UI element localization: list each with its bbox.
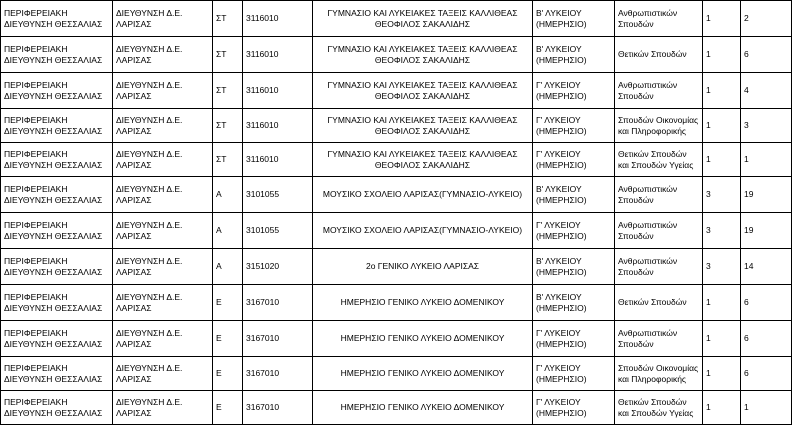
school-cell: ΗΜΕΡΗΣΙΟ ΓΕΝΙΚΟ ΛΥΚΕΙΟ ΔΟΜΕΝΙΚΟΥ [313, 285, 533, 321]
sections-cell: 3 [703, 177, 741, 213]
table-row [1, 249, 792, 285]
region-cell: ΠΕΡΙΦΕΡΕΙΑΚΗ ΔΙΕΥΘΥΝΣΗ ΘΕΣΣΑΛΙΑΣ [1, 143, 113, 177]
students-cell: 19 [741, 177, 792, 213]
class-cell: Β' ΛΥΚΕΙΟΥ (ΗΜΕΡΗΣΙΟ) [533, 177, 615, 213]
directorate-cell: ΔΙΕΥΘΥΝΣΗ Δ.Ε. ΛΑΡΙΣΑΣ [113, 213, 213, 249]
class-cell: Γ' ΛΥΚΕΙΟΥ (ΗΜΕΡΗΣΙΟ) [533, 357, 615, 391]
directorate-cell: ΔΙΕΥΘΥΝΣΗ Δ.Ε. ΛΑΡΙΣΑΣ [113, 1, 213, 37]
directorate-cell: ΔΙΕΥΘΥΝΣΗ Δ.Ε. ΛΑΡΙΣΑΣ [113, 37, 213, 73]
class-cell: Γ' ΛΥΚΕΙΟΥ (ΗΜΕΡΗΣΙΟ) [533, 109, 615, 143]
students-cell: 1 [741, 143, 792, 177]
table-row [1, 285, 792, 321]
area-cell: ΣΤ [213, 37, 243, 73]
area-cell: Α [213, 213, 243, 249]
sections-cell: 1 [703, 321, 741, 357]
school-cell: ΜΟΥΣΙΚΟ ΣΧΟΛΕΙΟ ΛΑΡΙΣΑΣ(ΓΥΜΝΑΣΙΟ-ΛΥΚΕΙΟ) [313, 213, 533, 249]
table-row [1, 37, 792, 73]
class-cell: Β' ΛΥΚΕΙΟΥ (ΗΜΕΡΗΣΙΟ) [533, 37, 615, 73]
directorate-cell: ΔΙΕΥΘΥΝΣΗ Δ.Ε. ΛΑΡΙΣΑΣ [113, 321, 213, 357]
directorate-cell: ΔΙΕΥΘΥΝΣΗ Δ.Ε. ΛΑΡΙΣΑΣ [113, 109, 213, 143]
sections-cell: 1 [703, 143, 741, 177]
code-cell: 3116010 [243, 37, 313, 73]
area-cell: Ε [213, 321, 243, 357]
direction-cell: Σπουδών Οικονομίας και Πληροφορικής [615, 357, 703, 391]
sections-cell: 1 [703, 357, 741, 391]
students-cell: 1 [741, 391, 792, 425]
directorate-cell: ΔΙΕΥΘΥΝΣΗ Δ.Ε. ΛΑΡΙΣΑΣ [113, 285, 213, 321]
area-cell: ΣΤ [213, 1, 243, 37]
sections-cell: 3 [703, 249, 741, 285]
direction-cell: Θετικών Σπουδών [615, 285, 703, 321]
region-cell: ΠΕΡΙΦΕΡΕΙΑΚΗ ΔΙΕΥΘΥΝΣΗ ΘΕΣΣΑΛΙΑΣ [1, 285, 113, 321]
direction-cell: Ανθρωπιστικών Σπουδών [615, 1, 703, 37]
area-cell: ΣΤ [213, 73, 243, 109]
code-cell: 3101055 [243, 213, 313, 249]
school-cell: ΓΥΜΝΑΣΙΟ ΚΑΙ ΛΥΚΕΙΑΚΕΣ ΤΑΞΕΙΣ ΚΑΛΛΙΘΕΑΣ ΘΕΟΦΙΛΟΣ ΣΑΚΑΛΙΔΗΣ [313, 1, 533, 37]
direction-cell: Θετικών Σπουδών [615, 37, 703, 73]
direction-cell: Ανθρωπιστικών Σπουδών [615, 177, 703, 213]
students-cell: 14 [741, 249, 792, 285]
region-cell: ΠΕΡΙΦΕΡΕΙΑΚΗ ΔΙΕΥΘΥΝΣΗ ΘΕΣΣΑΛΙΑΣ [1, 109, 113, 143]
region-cell: ΠΕΡΙΦΕΡΕΙΑΚΗ ΔΙΕΥΘΥΝΣΗ ΘΕΣΣΑΛΙΑΣ [1, 321, 113, 357]
sections-cell: 3 [703, 213, 741, 249]
school-cell: 2ο ΓΕΝΙΚΟ ΛΥΚΕΙΟ ΛΑΡΙΣΑΣ [313, 249, 533, 285]
code-cell: 3116010 [243, 109, 313, 143]
class-cell: Β' ΛΥΚΕΙΟΥ (ΗΜΕΡΗΣΙΟ) [533, 249, 615, 285]
students-cell: 6 [741, 321, 792, 357]
table-row [1, 357, 792, 391]
region-cell: ΠΕΡΙΦΕΡΕΙΑΚΗ ΔΙΕΥΘΥΝΣΗ ΘΕΣΣΑΛΙΑΣ [1, 357, 113, 391]
direction-cell: Σπουδών Οικονομίας και Πληροφορικής [615, 109, 703, 143]
direction-cell: Ανθρωπιστικών Σπουδών [615, 321, 703, 357]
direction-cell: Θετικών Σπουδών και Σπουδών Υγείας [615, 143, 703, 177]
code-cell: 3167010 [243, 391, 313, 425]
school-cell: ΓΥΜΝΑΣΙΟ ΚΑΙ ΛΥΚΕΙΑΚΕΣ ΤΑΞΕΙΣ ΚΑΛΛΙΘΕΑΣ ΘΕΟΦΙΛΟΣ ΣΑΚΑΛΙΔΗΣ [313, 109, 533, 143]
region-cell: ΠΕΡΙΦΕΡΕΙΑΚΗ ΔΙΕΥΘΥΝΣΗ ΘΕΣΣΑΛΙΑΣ [1, 1, 113, 37]
code-cell: 3116010 [243, 1, 313, 37]
class-cell: Γ' ΛΥΚΕΙΟΥ (ΗΜΕΡΗΣΙΟ) [533, 321, 615, 357]
table-row [1, 109, 792, 143]
sections-cell: 1 [703, 1, 741, 37]
students-cell: 6 [741, 357, 792, 391]
sections-cell: 1 [703, 285, 741, 321]
direction-cell: Θετικών Σπουδών και Σπουδών Υγείας [615, 391, 703, 425]
directorate-cell: ΔΙΕΥΘΥΝΣΗ Δ.Ε. ΛΑΡΙΣΑΣ [113, 357, 213, 391]
sections-cell: 1 [703, 37, 741, 73]
students-cell: 3 [741, 109, 792, 143]
code-cell: 3167010 [243, 285, 313, 321]
area-cell: Α [213, 249, 243, 285]
directorate-cell: ΔΙΕΥΘΥΝΣΗ Δ.Ε. ΛΑΡΙΣΑΣ [113, 177, 213, 213]
region-cell: ΠΕΡΙΦΕΡΕΙΑΚΗ ΔΙΕΥΘΥΝΣΗ ΘΕΣΣΑΛΙΑΣ [1, 249, 113, 285]
school-cell: ΓΥΜΝΑΣΙΟ ΚΑΙ ΛΥΚΕΙΑΚΕΣ ΤΑΞΕΙΣ ΚΑΛΛΙΘΕΑΣ ΘΕΟΦΙΛΟΣ ΣΑΚΑΛΙΔΗΣ [313, 37, 533, 73]
table-row [1, 391, 792, 425]
code-cell: 3116010 [243, 143, 313, 177]
sections-cell: 1 [703, 109, 741, 143]
school-cell: ΓΥΜΝΑΣΙΟ ΚΑΙ ΛΥΚΕΙΑΚΕΣ ΤΑΞΕΙΣ ΚΑΛΛΙΘΕΑΣ ΘΕΟΦΙΛΟΣ ΣΑΚΑΛΙΔΗΣ [313, 73, 533, 109]
students-cell: 2 [741, 1, 792, 37]
area-cell: Ε [213, 285, 243, 321]
table-row [1, 73, 792, 109]
sections-cell: 1 [703, 391, 741, 425]
code-cell: 3151020 [243, 249, 313, 285]
students-cell: 6 [741, 285, 792, 321]
area-cell: Ε [213, 357, 243, 391]
school-cell: ΗΜΕΡΗΣΙΟ ΓΕΝΙΚΟ ΛΥΚΕΙΟ ΔΟΜΕΝΙΚΟΥ [313, 391, 533, 425]
area-cell: Α [213, 177, 243, 213]
table-body [1, 1, 792, 425]
sections-cell: 1 [703, 73, 741, 109]
school-cell: ΜΟΥΣΙΚΟ ΣΧΟΛΕΙΟ ΛΑΡΙΣΑΣ(ΓΥΜΝΑΣΙΟ-ΛΥΚΕΙΟ) [313, 177, 533, 213]
code-cell: 3101055 [243, 177, 313, 213]
region-cell: ΠΕΡΙΦΕΡΕΙΑΚΗ ΔΙΕΥΘΥΝΣΗ ΘΕΣΣΑΛΙΑΣ [1, 213, 113, 249]
class-cell: Γ' ΛΥΚΕΙΟΥ (ΗΜΕΡΗΣΙΟ) [533, 391, 615, 425]
directorate-cell: ΔΙΕΥΘΥΝΣΗ Δ.Ε. ΛΑΡΙΣΑΣ [113, 73, 213, 109]
students-cell: 6 [741, 37, 792, 73]
directorate-cell: ΔΙΕΥΘΥΝΣΗ Δ.Ε. ΛΑΡΙΣΑΣ [113, 143, 213, 177]
class-cell: Γ' ΛΥΚΕΙΟΥ (ΗΜΕΡΗΣΙΟ) [533, 143, 615, 177]
table-row [1, 177, 792, 213]
direction-cell: Ανθρωπιστικών Σπουδών [615, 249, 703, 285]
region-cell: ΠΕΡΙΦΕΡΕΙΑΚΗ ΔΙΕΥΘΥΝΣΗ ΘΕΣΣΑΛΙΑΣ [1, 73, 113, 109]
table-row [1, 1, 792, 37]
table-row [1, 143, 792, 177]
table-row [1, 321, 792, 357]
school-cell: ΗΜΕΡΗΣΙΟ ΓΕΝΙΚΟ ΛΥΚΕΙΟ ΔΟΜΕΝΙΚΟΥ [313, 357, 533, 391]
class-cell: Γ' ΛΥΚΕΙΟΥ (ΗΜΕΡΗΣΙΟ) [533, 213, 615, 249]
directorate-cell: ΔΙΕΥΘΥΝΣΗ Δ.Ε. ΛΑΡΙΣΑΣ [113, 249, 213, 285]
region-cell: ΠΕΡΙΦΕΡΕΙΑΚΗ ΔΙΕΥΘΥΝΣΗ ΘΕΣΣΑΛΙΑΣ [1, 391, 113, 425]
class-cell: Β' ΛΥΚΕΙΟΥ (ΗΜΕΡΗΣΙΟ) [533, 1, 615, 37]
area-cell: ΣΤ [213, 143, 243, 177]
class-cell: Β' ΛΥΚΕΙΟΥ (ΗΜΕΡΗΣΙΟ) [533, 285, 615, 321]
region-cell: ΠΕΡΙΦΕΡΕΙΑΚΗ ΔΙΕΥΘΥΝΣΗ ΘΕΣΣΑΛΙΑΣ [1, 177, 113, 213]
area-cell: ΣΤ [213, 109, 243, 143]
code-cell: 3116010 [243, 73, 313, 109]
school-cell: ΓΥΜΝΑΣΙΟ ΚΑΙ ΛΥΚΕΙΑΚΕΣ ΤΑΞΕΙΣ ΚΑΛΛΙΘΕΑΣ ΘΕΟΦΙΛΟΣ ΣΑΚΑΛΙΔΗΣ [313, 143, 533, 177]
code-cell: 3167010 [243, 321, 313, 357]
area-cell: Ε [213, 391, 243, 425]
code-cell: 3167010 [243, 357, 313, 391]
directorate-cell: ΔΙΕΥΘΥΝΣΗ Δ.Ε. ΛΑΡΙΣΑΣ [113, 391, 213, 425]
direction-cell: Ανθρωπιστικών Σπουδών [615, 73, 703, 109]
students-cell: 19 [741, 213, 792, 249]
region-cell: ΠΕΡΙΦΕΡΕΙΑΚΗ ΔΙΕΥΘΥΝΣΗ ΘΕΣΣΑΛΙΑΣ [1, 37, 113, 73]
table-row [1, 213, 792, 249]
school-cell: ΗΜΕΡΗΣΙΟ ΓΕΝΙΚΟ ΛΥΚΕΙΟ ΔΟΜΕΝΙΚΟΥ [313, 321, 533, 357]
direction-cell: Ανθρωπιστικών Σπουδών [615, 213, 703, 249]
class-cell: Γ' ΛΥΚΕΙΟΥ (ΗΜΕΡΗΣΙΟ) [533, 73, 615, 109]
students-cell: 4 [741, 73, 792, 109]
